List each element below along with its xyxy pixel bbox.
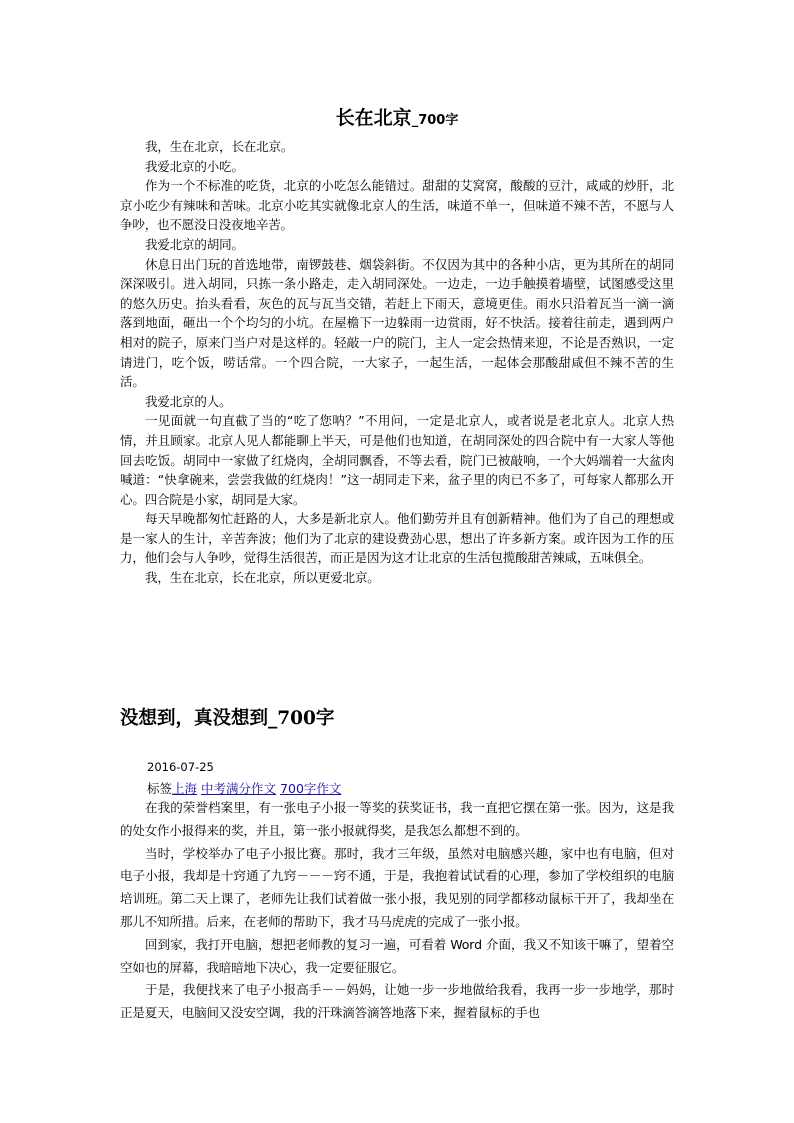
paragraph: 休息日出门玩的首选地带，南锣鼓巷、烟袋斜街。不仅因为其中的各种小店，更为其所在的胡同深深吸引。进入胡同，只拣一条小路走，走入胡同深处。一边走，一边手触摸着墙壁，试图感受这里的悠久历史。抬头看看，灰色的瓦与瓦当交错，若赶上下雨天，意境更佳。雨水只沿着瓦当一滴一滴落到地面，砸出一个个均匀的小坑。在屋檐下一边躲雨一边赏雨，好不快活。接着往前走，遇到两户相对的院子，原来门当户对是这样的。轻敲一户的院门，主人一定会热情来迎，不论是否熟识，一定请进门，吃个饭，唠话常。一个四合院，一大家子，一起生活，一起体会那酸甜咸但不辣不苦的生活。	[120, 256, 674, 390]
paragraph: 回到家，我打开电脑，想把老师教的复习一遍，可看着 Word 介面，我又不知该干嘛了，望着空空如也的屏幕，我暗暗地下决心，我一定要征服它。	[120, 936, 674, 975]
second-article-title: 没想到，真没想到_700字	[120, 708, 335, 729]
second-article-body	[120, 797, 674, 1025]
tags-label: 标签	[147, 781, 173, 796]
tag-link-shanghai[interactable]: 上海	[172, 781, 198, 796]
paragraph: 一见面就一句直截了当的“吃了您呐？”不用问，一定是北京人，或者说是老北京人。北京人热情，并且顾家。北京人见人都能聊上半天，可是他们也知道，在胡同深处的四合院中有一大家人等他回去吃饭。胡同中一家做了红烧肉，全胡同飘香，不等去看，院门已被敲响，一个大妈端着一大盆肉喊道：“快拿碗来，尝尝我做的红烧肉！”这一胡同走下来，盆子里的肉已不多了，可每家人都那么开心。四合院是小家，胡同是大家。	[120, 413, 674, 507]
article-tags	[147, 778, 667, 799]
article-title	[0, 106, 794, 133]
article-title-text: 长在北京	[335, 107, 412, 129]
article-title-suffix: _700字	[411, 113, 459, 128]
paragraph: 我爱北京的人。	[145, 393, 232, 409]
paragraph: 每天早晚都匆忙赶路的人，大多是新北京人。他们勤劳并且有创新精神。他们为了自己的理想或是一家人的生计，辛苦奔波；他们为了北京的建设费劲心思，想出了许多新方案。或许因为工作的压力，他们会与人争吵，觉得生活很苦，而正是因为这才让北京的生活包揽酸甜苦辣咸，五味俱全。	[120, 511, 674, 566]
paragraph: 我爱北京的小吃。	[145, 158, 244, 174]
paragraph: 于是，我便找来了电子小报高手－－妈妈，让她一步一步地做给我看，我再一步一步地学，那时正是夏天，电脑间又没安空调，我的汗珠滴答滴答地落下来，握着鼠标的手也	[120, 982, 674, 1021]
article-meta	[147, 757, 667, 799]
paragraph: 我，生在北京，长在北京，所以更爱北京。	[145, 570, 380, 586]
article-date: 2016-07-25	[147, 760, 214, 774]
paragraph: 当时，学校举办了电子小报比赛。那时，我才三年级，虽然对电脑感兴趣，家中也有电脑，但对电子小报，我却是十窍通了九窍－－－窍不通，于是，我抱着试试看的心理，参加了学校组织的电脑培训班。第二天上课了，老师先让我们试着做一张小报，我见别的同学都移动鼠标干开了，我却坐在那儿不知所措。后来，在老师的帮助下，我才马马虎虎的完成了一张小报。	[120, 845, 674, 929]
paragraph: 作为一个不标准的吃货，北京的小吃怎么能错过。甜甜的艾窝窝，酸酸的豆汁，咸咸的炒肝，北京小吃少有辣味和苦味。北京小吃其实就像北京人的生活，味道不单一，但味道不辣不苦，不愿与人争吵，也不愿没日没夜地辛苦。	[120, 178, 674, 233]
article-body	[120, 137, 674, 588]
paragraph: 在我的荣誉档案里，有一张电子小报一等奖的获奖证书，我一直把它摆在第一张。因为，这是我的处女作小报得来的奖，并且，第一张小报就得奖，是我怎么都想不到的。	[120, 800, 674, 838]
tag-link-700-essay[interactable]: 700字作文	[280, 781, 342, 796]
paragraph: 我爱北京的胡同。	[145, 236, 244, 252]
paragraph: 我，生在北京，长在北京。	[145, 139, 294, 154]
tag-link-exam-essay[interactable]: 中考满分作文	[201, 781, 277, 796]
